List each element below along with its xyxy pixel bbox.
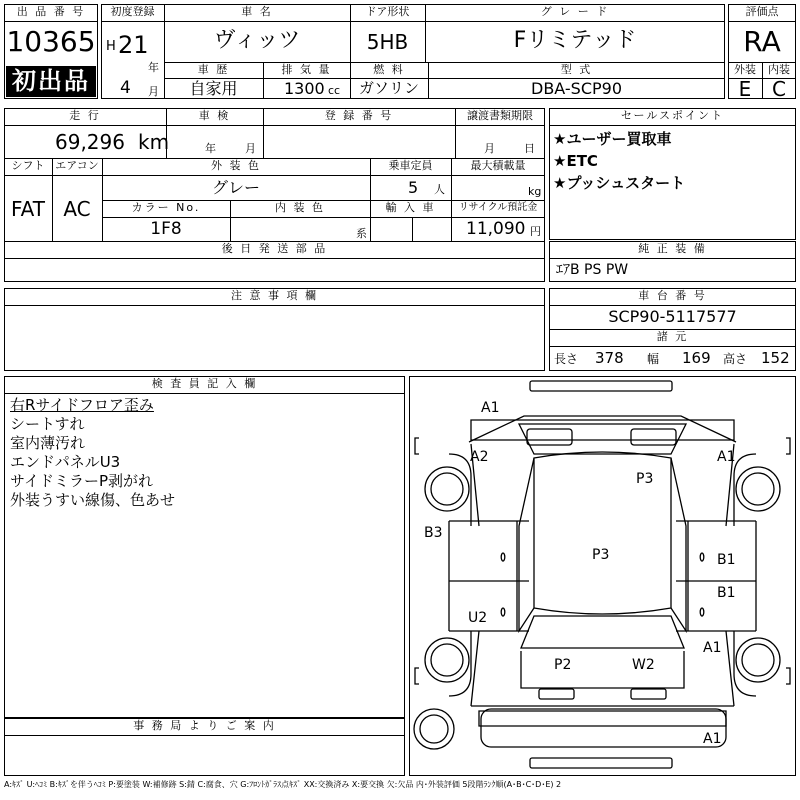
damage-b3: B3 xyxy=(424,525,443,541)
inspection-month-unit: 月 xyxy=(245,142,256,155)
exterior-color-label: 外 装 色 xyxy=(211,159,261,172)
damage-u2: U2 xyxy=(468,610,488,626)
fuel-label: 燃 料 xyxy=(373,63,405,76)
exterior-grade: E xyxy=(738,77,752,101)
registration-year: 21 xyxy=(118,31,149,59)
length-label: 長さ xyxy=(554,352,579,366)
max-load-unit: kg xyxy=(528,185,542,198)
inspector-label: 検 査 員 記 入 欄 xyxy=(151,377,258,390)
model-code: DBA-SCP90 xyxy=(531,79,622,98)
evaluation-score: RA xyxy=(743,25,781,58)
grade: Fリミテッド xyxy=(513,28,637,53)
transfer-deadline-label: 譲渡書類期限 xyxy=(467,109,533,122)
first-registration-label: 初度登録 xyxy=(110,5,155,18)
inspector-note: 右Rサイドフロア歪み xyxy=(10,396,154,414)
exterior-label: 外装 xyxy=(734,63,756,76)
inspector-note: エンドパネルU3 xyxy=(10,453,121,471)
year-unit: 年 xyxy=(148,61,159,74)
damage-p2: P2 xyxy=(554,657,572,673)
inspector-notes xyxy=(10,396,400,510)
inspector-note: サイドミラーP剥がれ xyxy=(10,472,153,490)
displacement-unit: cc xyxy=(328,84,341,97)
aircon: AC xyxy=(63,197,91,221)
color-number: 1F8 xyxy=(150,219,182,239)
inspection-label: 車 検 xyxy=(198,109,231,122)
damage-p3-roof: P3 xyxy=(592,547,610,563)
recycle-unit: 円 xyxy=(530,225,541,238)
equipment-label: 純 正 装 備 xyxy=(638,242,707,255)
door-type-label: ドア形状 xyxy=(365,5,410,18)
height-label: 高さ xyxy=(723,352,748,366)
sales-points-label: セールスポイント xyxy=(620,109,724,122)
capacity-label: 乗車定員 xyxy=(388,159,433,172)
width-label: 幅 xyxy=(647,352,660,366)
equipment-value: ｴｱB PS PW xyxy=(556,262,629,278)
interior-label: 内装 xyxy=(768,63,790,76)
damage-a1-rear: A1 xyxy=(703,731,722,747)
caution-label: 注 意 事 項 欄 xyxy=(231,289,318,302)
chassis-number: SCP90-5117577 xyxy=(608,307,737,326)
registration-number-label: 登 録 番 号 xyxy=(324,109,394,122)
sales-point-list xyxy=(553,128,793,194)
sales-point-item: ★プッシュスタート xyxy=(553,174,686,192)
damage-b1-upper: B1 xyxy=(717,552,736,568)
car-diagram xyxy=(409,376,796,776)
first-listing-badge: 初出品 xyxy=(6,66,96,97)
inspector-note: シートすれ xyxy=(10,415,85,433)
damage-a1-right-front: A1 xyxy=(717,449,736,465)
office-label: 事 務 局 よ り ご 案 内 xyxy=(133,719,276,732)
history: 自家用 xyxy=(189,79,238,98)
max-load-label: 最大積載量 xyxy=(470,159,526,172)
month-unit: 月 xyxy=(148,85,159,98)
inspector-note: 外装うすい線傷、色あせ xyxy=(10,491,176,509)
damage-p3-hood: P3 xyxy=(636,471,654,487)
car-name-label: 車 名 xyxy=(241,5,273,18)
later-parts-label: 後 日 発 送 部 品 xyxy=(221,242,328,255)
length: 378 xyxy=(595,349,624,367)
height: 152 xyxy=(761,349,790,367)
door-type: 5HB xyxy=(366,30,409,54)
damage-a2: A2 xyxy=(470,449,489,465)
damage-b1-lower: B1 xyxy=(717,585,736,601)
aircon-label: エアコン xyxy=(55,159,99,172)
damage-a1-right-rear: A1 xyxy=(703,640,722,656)
mileage: 69,296 xyxy=(55,130,125,154)
shift-label: シフト xyxy=(11,159,45,172)
shift-type: FAT xyxy=(10,197,45,221)
capacity-unit: 人 xyxy=(434,183,445,196)
era-label: H xyxy=(106,39,116,54)
damage-legend: A:ｷｽﾞ U:ﾍｺﾐ B:ｷｽﾞを伴うﾍｺﾐ P:要塗装 W:補修跡 S:錆 C:腐食、穴 G:ﾌﾛﾝﾄｶﾞﾗｽ点ｷｽﾞ XX:交換済み X:要交換 欠:欠品 内･外装評価 5段階ﾗﾝｸ順(A･B･C･D･E) 2 xyxy=(4,780,562,789)
lot-number: 10365 xyxy=(6,25,96,58)
transfer-day-unit: 日 xyxy=(524,142,535,155)
color-number-label: カラー No. xyxy=(131,201,201,214)
recycle-deposit: 11,090 xyxy=(466,219,526,239)
width: 169 xyxy=(682,349,711,367)
interior-grade: C xyxy=(772,77,786,101)
damage-w2: W2 xyxy=(632,657,655,673)
registration-month: 4 xyxy=(120,78,131,98)
score-label: 評価点 xyxy=(745,5,779,18)
mileage-unit: km xyxy=(138,130,170,154)
sales-point-item: ★ETC xyxy=(553,152,598,170)
displacement: 1300 xyxy=(284,79,325,98)
damage-a1-front: A1 xyxy=(481,400,500,416)
car-name: ヴィッツ xyxy=(213,28,301,53)
inspection-year-unit: 年 xyxy=(205,142,216,155)
mileage-label: 走 行 xyxy=(69,109,101,122)
displacement-label: 排 気 量 xyxy=(281,63,332,76)
sales-point-item: ★ユーザー買取車 xyxy=(553,130,672,148)
interior-color-unit: 系 xyxy=(356,227,367,240)
history-label: 車 歴 xyxy=(197,63,230,76)
transfer-month-unit: 月 xyxy=(484,142,495,155)
import-label: 輸 入 車 xyxy=(385,201,436,214)
grade-label: グ レ ー ド xyxy=(540,5,610,18)
lot-number-label: 出 品 番 号 xyxy=(16,5,86,18)
capacity: 5 xyxy=(408,178,419,197)
fuel: ガソリン xyxy=(358,79,419,97)
exterior-color: グレー xyxy=(211,178,260,197)
inspector-note: 室内薄汚れ xyxy=(10,434,86,452)
interior-color-label: 内 装 色 xyxy=(275,201,325,214)
chassis-number-label: 車 台 番 号 xyxy=(638,289,707,302)
model-label: 型 式 xyxy=(560,63,593,76)
spec-label: 諸 元 xyxy=(656,330,689,343)
recycle-deposit-label: リサイクル預託金 xyxy=(458,202,538,213)
